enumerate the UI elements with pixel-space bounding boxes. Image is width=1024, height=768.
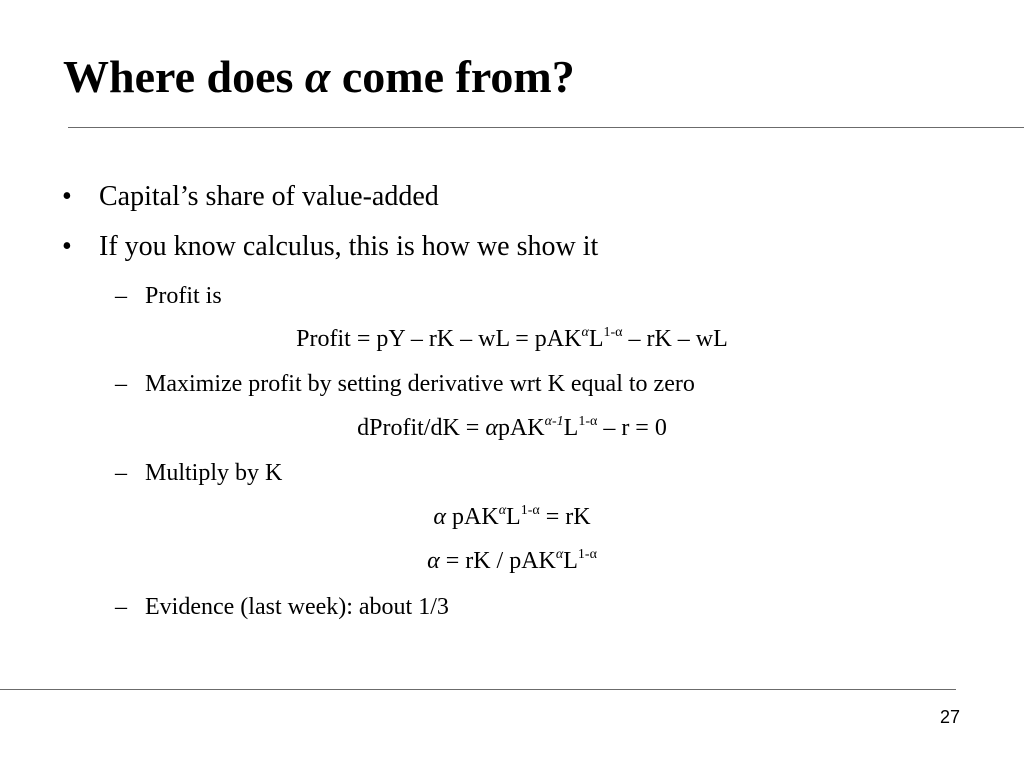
equation-alpha: α (427, 548, 440, 574)
sub-item-marker: – (115, 460, 127, 486)
slide-title (63, 52, 575, 103)
equation-superscript: 1-α (577, 547, 597, 562)
equation-term: = rK (539, 504, 591, 530)
title-alpha-symbol: α (304, 51, 331, 102)
equation-term: pAK (497, 415, 545, 441)
bullet-marker: • (62, 181, 72, 212)
equation-superscript: α-1 (544, 414, 564, 429)
solution-equation (0, 547, 1024, 576)
equation-term: L (588, 326, 604, 352)
equation-term: – r = 0 (597, 415, 667, 441)
sub-item-text: Profit is (145, 283, 222, 309)
equation-term: L (563, 548, 578, 574)
sub-item-text: Evidence (last week): about 1/3 (145, 594, 449, 620)
equation-alpha: α (485, 415, 498, 441)
equation-term: = rK / pAK (439, 548, 556, 574)
title-suffix: come from? (341, 51, 575, 102)
equation-term: L (563, 415, 579, 441)
equation-superscript: α (581, 325, 589, 340)
equation-alpha: α (433, 504, 447, 530)
equation-superscript: α (498, 503, 507, 518)
sub-item-marker: – (115, 594, 127, 620)
equation-term: pAK (446, 504, 499, 530)
equation-term: Profit = pY – rK – wL = pAK (296, 326, 582, 352)
equation-term: L (506, 504, 521, 530)
title-prefix: Where does (63, 51, 294, 102)
bullet-marker: • (62, 231, 72, 262)
profit-equation (0, 325, 1024, 354)
equation-superscript: 1-α (603, 325, 623, 340)
sub-item-marker: – (115, 283, 127, 309)
bottom-divider (0, 689, 956, 690)
sub-item-text: Maximize profit by setting derivative wrt K equal to zero (145, 371, 695, 397)
derivative-equation (0, 414, 1024, 443)
equation-term: – rK – wL (622, 326, 728, 352)
bullet-text: If you know calculus, this is how we show it (99, 231, 599, 262)
sub-item-text: Multiply by K (145, 460, 283, 486)
sub-item-marker: – (115, 371, 127, 397)
equation-term: dProfit/dK = (357, 415, 486, 441)
page-number: 27 (939, 707, 960, 727)
equation-superscript: 1-α (578, 414, 598, 429)
equation-superscript: 1-α (520, 503, 540, 518)
multiplied-equation (0, 503, 1024, 532)
bullet-text: Capital’s share of value-added (99, 181, 439, 212)
top-divider (68, 127, 1024, 128)
equation-superscript: α (555, 547, 564, 562)
